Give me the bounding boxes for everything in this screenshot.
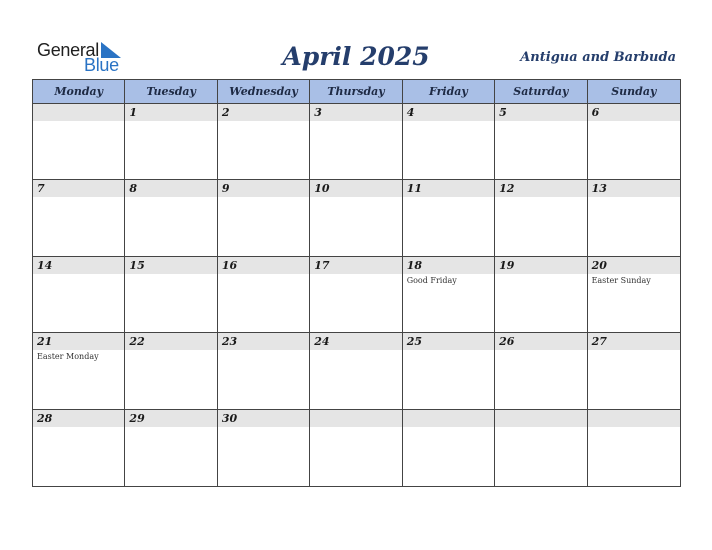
holiday-label <box>495 121 586 123</box>
day-number: 28 <box>33 410 124 427</box>
day-cell <box>33 104 125 180</box>
day-number <box>588 410 680 427</box>
holiday-label <box>33 197 124 199</box>
day-number: 10 <box>310 180 401 197</box>
day-number: 27 <box>588 333 680 350</box>
calendar-title: April 2025 <box>282 42 430 71</box>
holiday-label <box>218 427 309 429</box>
day-cell <box>495 333 587 409</box>
day-number <box>495 410 586 427</box>
holiday-label <box>588 350 680 352</box>
day-cell <box>33 180 125 256</box>
holiday-label <box>218 350 309 352</box>
day-number: 29 <box>125 410 216 427</box>
day-cell <box>310 333 402 409</box>
day-number: 12 <box>495 180 586 197</box>
holiday-label <box>218 121 309 123</box>
day-cell <box>310 257 402 333</box>
day-number: 8 <box>125 180 216 197</box>
day-number: 22 <box>125 333 216 350</box>
holiday-label <box>125 274 216 276</box>
day-cell <box>310 104 402 180</box>
day-number: 4 <box>403 104 494 121</box>
day-number: 1 <box>125 104 216 121</box>
holiday-label <box>310 121 401 123</box>
day-cell <box>218 410 310 486</box>
day-cell <box>588 257 680 333</box>
holiday-label <box>310 350 401 352</box>
holiday-label <box>310 427 401 429</box>
day-number: 9 <box>218 180 309 197</box>
day-cell <box>403 257 495 333</box>
holiday-label: Good Friday <box>406 275 457 285</box>
holiday-label <box>125 350 216 352</box>
holiday-label <box>403 197 494 199</box>
holiday-label <box>33 427 124 429</box>
holiday-label <box>588 121 680 123</box>
day-number: 7 <box>33 180 124 197</box>
holiday-label <box>403 427 494 429</box>
country-name: Antigua and Barbuda <box>520 50 676 65</box>
logo-text-general: General <box>37 40 99 60</box>
day-cell <box>310 410 402 486</box>
day-number: 13 <box>588 180 680 197</box>
holiday-label <box>33 274 124 276</box>
day-cell <box>33 257 125 333</box>
day-cell <box>33 410 125 486</box>
day-number: 25 <box>403 333 494 350</box>
day-number <box>33 104 124 121</box>
day-cell <box>495 257 587 333</box>
day-number: 14 <box>33 257 124 274</box>
day-cell <box>218 180 310 256</box>
weekday-header-sunday: Sunday <box>588 80 680 104</box>
holiday-label <box>495 427 586 429</box>
holiday-label <box>310 274 401 276</box>
day-number: 3 <box>310 104 401 121</box>
day-cell <box>588 104 680 180</box>
logo-text-blue: Blue <box>84 55 119 75</box>
day-number: 6 <box>588 104 680 121</box>
day-number: 15 <box>125 257 216 274</box>
day-cell <box>125 410 217 486</box>
day-cell <box>125 104 217 180</box>
holiday-label <box>218 274 309 276</box>
day-cell <box>125 333 217 409</box>
day-number: 21 <box>33 333 124 350</box>
holiday-label <box>495 274 586 276</box>
holiday-label <box>588 427 680 429</box>
day-number: 5 <box>495 104 586 121</box>
day-cell <box>495 180 587 256</box>
day-cell <box>218 104 310 180</box>
holiday-label <box>125 121 216 123</box>
day-cell <box>403 180 495 256</box>
day-cell <box>588 410 680 486</box>
holiday-label: Easter Sunday <box>591 275 651 285</box>
holiday-label <box>495 197 586 199</box>
day-number: 26 <box>495 333 586 350</box>
weekday-header-friday: Friday <box>403 80 495 104</box>
holiday-label <box>218 197 309 199</box>
weekday-header-thursday: Thursday <box>310 80 402 104</box>
weekday-header-tuesday: Tuesday <box>125 80 217 104</box>
day-cell <box>588 333 680 409</box>
day-cell <box>218 257 310 333</box>
day-number: 16 <box>218 257 309 274</box>
day-number: 24 <box>310 333 401 350</box>
weekday-header-monday: Monday <box>33 80 125 104</box>
holiday-label <box>588 197 680 199</box>
day-cell <box>33 333 125 409</box>
holiday-label <box>125 197 216 199</box>
day-number <box>403 410 494 427</box>
weekday-header-wednesday: Wednesday <box>218 80 310 104</box>
day-cell <box>403 104 495 180</box>
day-number: 18 <box>403 257 494 274</box>
calendar-grid <box>32 79 681 487</box>
day-cell <box>125 257 217 333</box>
holiday-label <box>125 427 216 429</box>
day-cell <box>310 180 402 256</box>
holiday-label <box>403 121 494 123</box>
day-cell <box>495 410 587 486</box>
day-number: 11 <box>403 180 494 197</box>
day-cell <box>125 180 217 256</box>
holiday-label <box>495 350 586 352</box>
holiday-label: Easter Monday <box>37 352 99 362</box>
day-cell <box>495 104 587 180</box>
day-number: 17 <box>310 257 401 274</box>
holiday-label <box>33 121 124 123</box>
day-cell <box>588 180 680 256</box>
day-number <box>310 410 401 427</box>
day-number: 30 <box>218 410 309 427</box>
day-cell <box>403 333 495 409</box>
day-cell <box>403 410 495 486</box>
day-cell <box>218 333 310 409</box>
weekday-header-saturday: Saturday <box>495 80 587 104</box>
day-number: 19 <box>495 257 586 274</box>
holiday-label <box>403 350 494 352</box>
day-number: 2 <box>218 104 309 121</box>
holiday-label <box>310 197 401 199</box>
day-number: 23 <box>218 333 309 350</box>
day-number: 20 <box>588 257 680 274</box>
